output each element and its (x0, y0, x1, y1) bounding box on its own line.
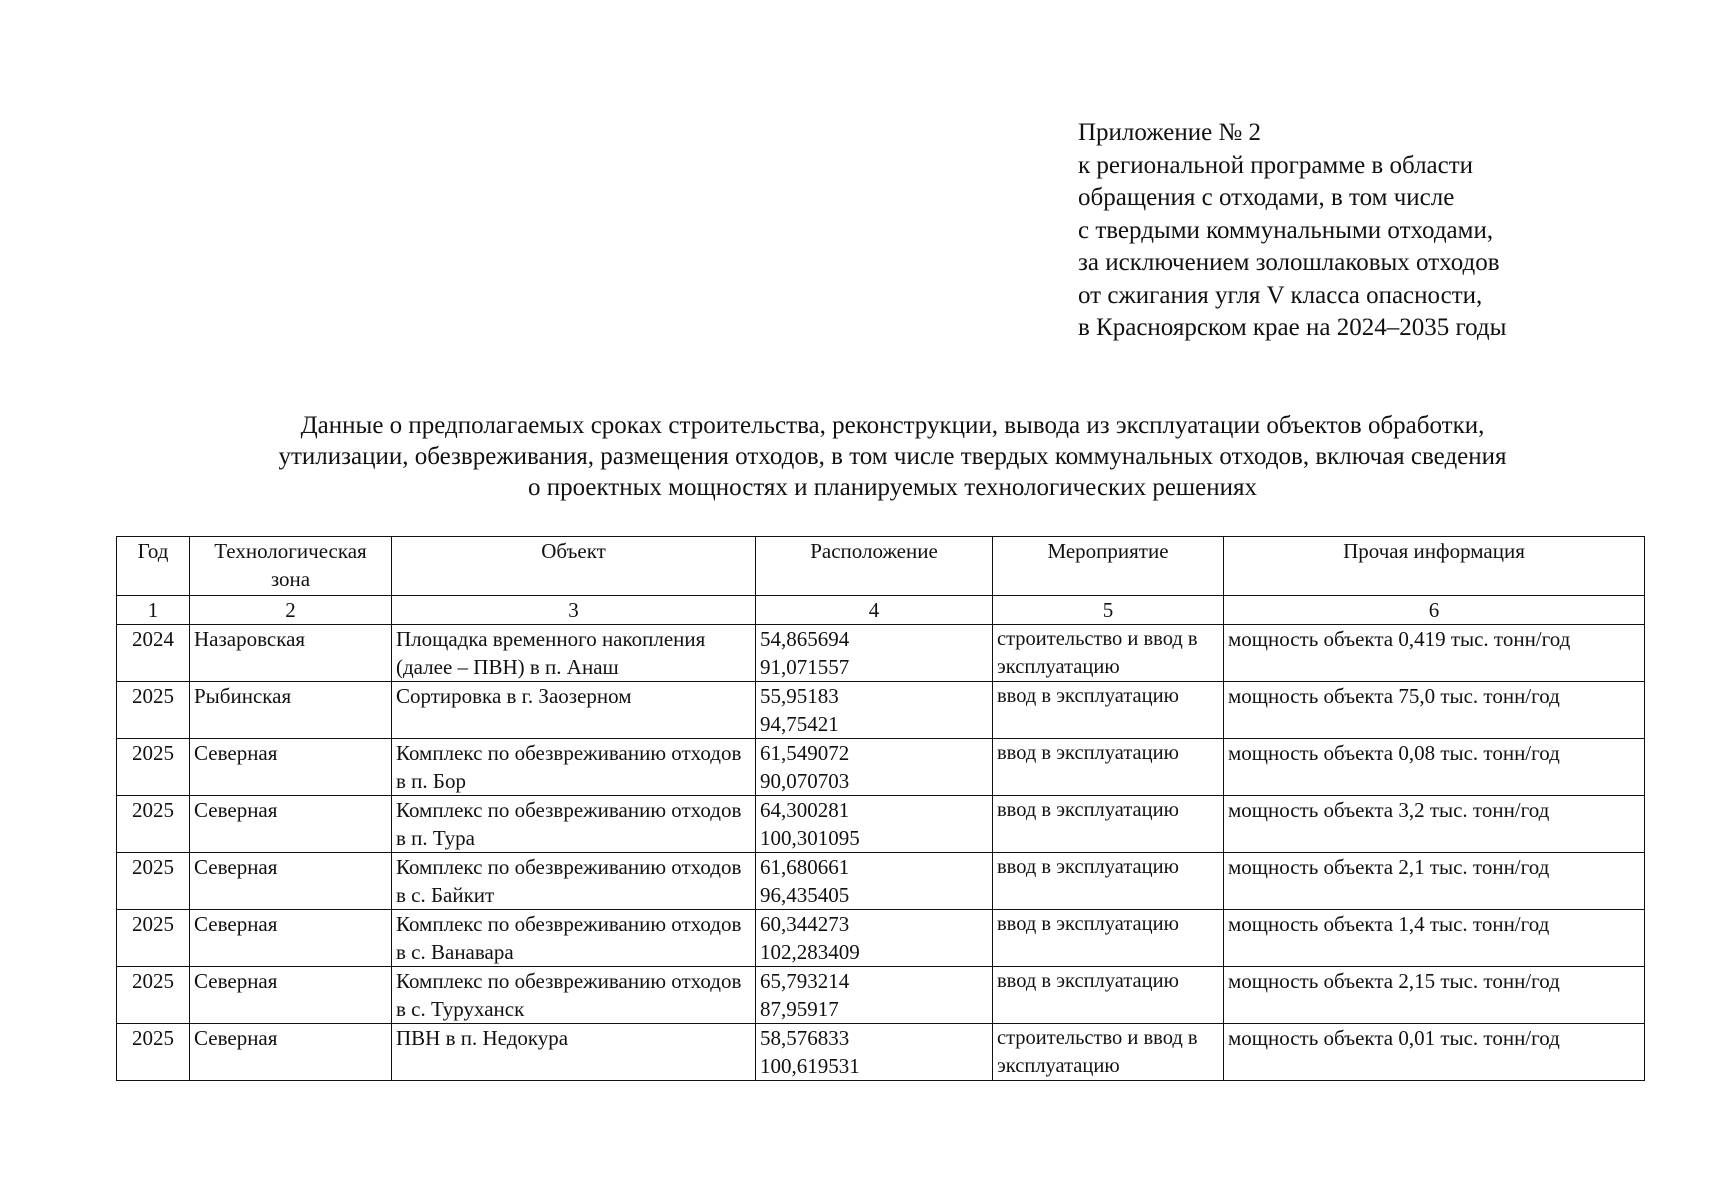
title-line: утилизации, обезвреживания, размещения отходов, в том числе твердых коммунальных отходов, включая сведения (278, 443, 1507, 470)
appendix-block (1078, 117, 1506, 345)
appendix-line: Приложение № 2 (1078, 119, 1262, 146)
cell-object: ПВН в п. Недокура (392, 1024, 756, 1081)
cell-info: мощность объекта 0,08 тыс. тонн/год (1224, 739, 1645, 796)
cell-object: Комплекс по обезвреживанию отходов в с. Байкит (392, 853, 756, 910)
table-row (117, 1024, 1645, 1081)
cell-zone: Северная (190, 910, 392, 967)
cell-object: Комплекс по обезвреживанию отходов в п. Тура (392, 796, 756, 853)
cell-info: мощность объекта 1,4 тыс. тонн/год (1224, 910, 1645, 967)
cell-location (756, 682, 993, 739)
cell-object: Комплекс по обезвреживанию отходов в п. Бор (392, 739, 756, 796)
latitude: 54,865694 (760, 627, 850, 651)
appendix-line: с твердыми коммунальными отходами, (1078, 216, 1494, 244)
longitude: 96,435405 (760, 883, 850, 907)
cell-zone: Северная (190, 967, 392, 1024)
cell-zone: Северная (190, 796, 392, 853)
table-row (117, 853, 1645, 910)
cell-event: ввод в эксплуатацию (993, 967, 1224, 1024)
title-line: о проектных мощностях и планируемых технологических решениях (527, 474, 1258, 501)
header-info: Прочая информация (1224, 537, 1645, 596)
column-number: 3 (392, 596, 756, 625)
latitude: 64,300281 (760, 798, 850, 822)
cell-object: Площадка временного накопления (далее – ПВН) в п. Анаш (392, 625, 756, 682)
cell-zone: Рыбинская (190, 682, 392, 739)
header-year: Год (117, 537, 190, 596)
longitude: 87,95917 (760, 997, 839, 1021)
cell-object: Комплекс по обезвреживанию отходов в с. Туруханск (392, 967, 756, 1024)
cell-info: мощность объекта 0,419 тыс. тонн/год (1224, 625, 1645, 682)
latitude: 61,549072 (760, 741, 850, 765)
cell-year: 2025 (117, 796, 190, 853)
cell-zone: Северная (190, 739, 392, 796)
cell-object: Сортировка в г. Заозерном (392, 682, 756, 739)
cell-event: ввод в эксплуатацию (993, 853, 1224, 910)
appendix-line: к региональной программе в области (1078, 151, 1474, 179)
appendix-line: от сжигания угля V класса опасности, (1078, 281, 1483, 309)
cell-info: мощность объекта 2,1 тыс. тонн/год (1224, 853, 1645, 910)
facilities-table (116, 536, 1645, 1081)
table-row (117, 967, 1645, 1024)
cell-info: мощность объекта 2,15 тыс. тонн/год (1224, 967, 1645, 1024)
latitude: 58,576833 (760, 1026, 850, 1050)
cell-year: 2025 (117, 739, 190, 796)
cell-event: ввод в эксплуатацию (993, 796, 1224, 853)
latitude: 61,680661 (760, 855, 850, 879)
cell-event: строительство и ввод в эксплуатацию (993, 1024, 1224, 1081)
appendix-line: обращения с отходами, в том числе (1078, 184, 1455, 211)
appendix-line: в Красноярском крае на 2024–2035 годы (1078, 314, 1507, 341)
cell-year: 2025 (117, 1024, 190, 1081)
table-row (117, 910, 1645, 967)
table-row (117, 625, 1645, 682)
cell-info: мощность объекта 75,0 тыс. тонн/год (1224, 682, 1645, 739)
longitude: 90,070703 (760, 769, 850, 793)
column-numbers-row (117, 596, 1645, 625)
latitude: 55,95183 (760, 684, 839, 708)
cell-year: 2025 (117, 967, 190, 1024)
longitude: 100,619531 (760, 1054, 860, 1078)
column-number: 4 (756, 596, 993, 625)
cell-location (756, 739, 993, 796)
appendix-line: за исключением золошлаковых отходов (1078, 249, 1500, 276)
cell-year: 2025 (117, 853, 190, 910)
longitude: 102,283409 (760, 940, 860, 964)
cell-location (756, 967, 993, 1024)
cell-zone: Северная (190, 1024, 392, 1081)
cell-info: мощность объекта 3,2 тыс. тонн/год (1224, 796, 1645, 853)
column-number: 6 (1224, 596, 1645, 625)
table-row (117, 739, 1645, 796)
latitude: 65,793214 (760, 969, 850, 993)
table-header-row (117, 537, 1645, 596)
cell-year: 2025 (117, 682, 190, 739)
cell-zone: Назаровская (190, 625, 392, 682)
column-number: 5 (993, 596, 1224, 625)
title-line: Данные о предполагаемых сроках строительства, реконструкции, вывода из эксплуатации объектов обработки, (300, 412, 1485, 439)
cell-info: мощность объекта 0,01 тыс. тонн/год (1224, 1024, 1645, 1081)
cell-event: ввод в эксплуатацию (993, 739, 1224, 796)
longitude: 94,75421 (760, 712, 839, 736)
cell-location (756, 910, 993, 967)
cell-year: 2025 (117, 910, 190, 967)
cell-location (756, 853, 993, 910)
cell-event: ввод в эксплуатацию (993, 682, 1224, 739)
cell-zone: Северная (190, 853, 392, 910)
header-zone: Технологическая зона (190, 537, 392, 596)
cell-location (756, 1024, 993, 1081)
cell-location (756, 796, 993, 853)
cell-event: ввод в эксплуатацию (993, 910, 1224, 967)
cell-location (756, 625, 993, 682)
latitude: 60,344273 (760, 912, 850, 936)
longitude: 91,071557 (760, 655, 850, 679)
header-event: Мероприятие (993, 537, 1224, 596)
cell-year: 2024 (117, 625, 190, 682)
header-object: Объект (392, 537, 756, 596)
cell-object: Комплекс по обезвреживанию отходов в с. Ванавара (392, 910, 756, 967)
table-row (117, 682, 1645, 739)
column-number: 1 (117, 596, 190, 625)
longitude: 100,301095 (760, 826, 860, 850)
header-location: Расположение (756, 537, 993, 596)
column-number: 2 (190, 596, 392, 625)
document-title (90, 410, 1695, 503)
cell-event: строительство и ввод в эксплуатацию (993, 625, 1224, 682)
table-row (117, 796, 1645, 853)
